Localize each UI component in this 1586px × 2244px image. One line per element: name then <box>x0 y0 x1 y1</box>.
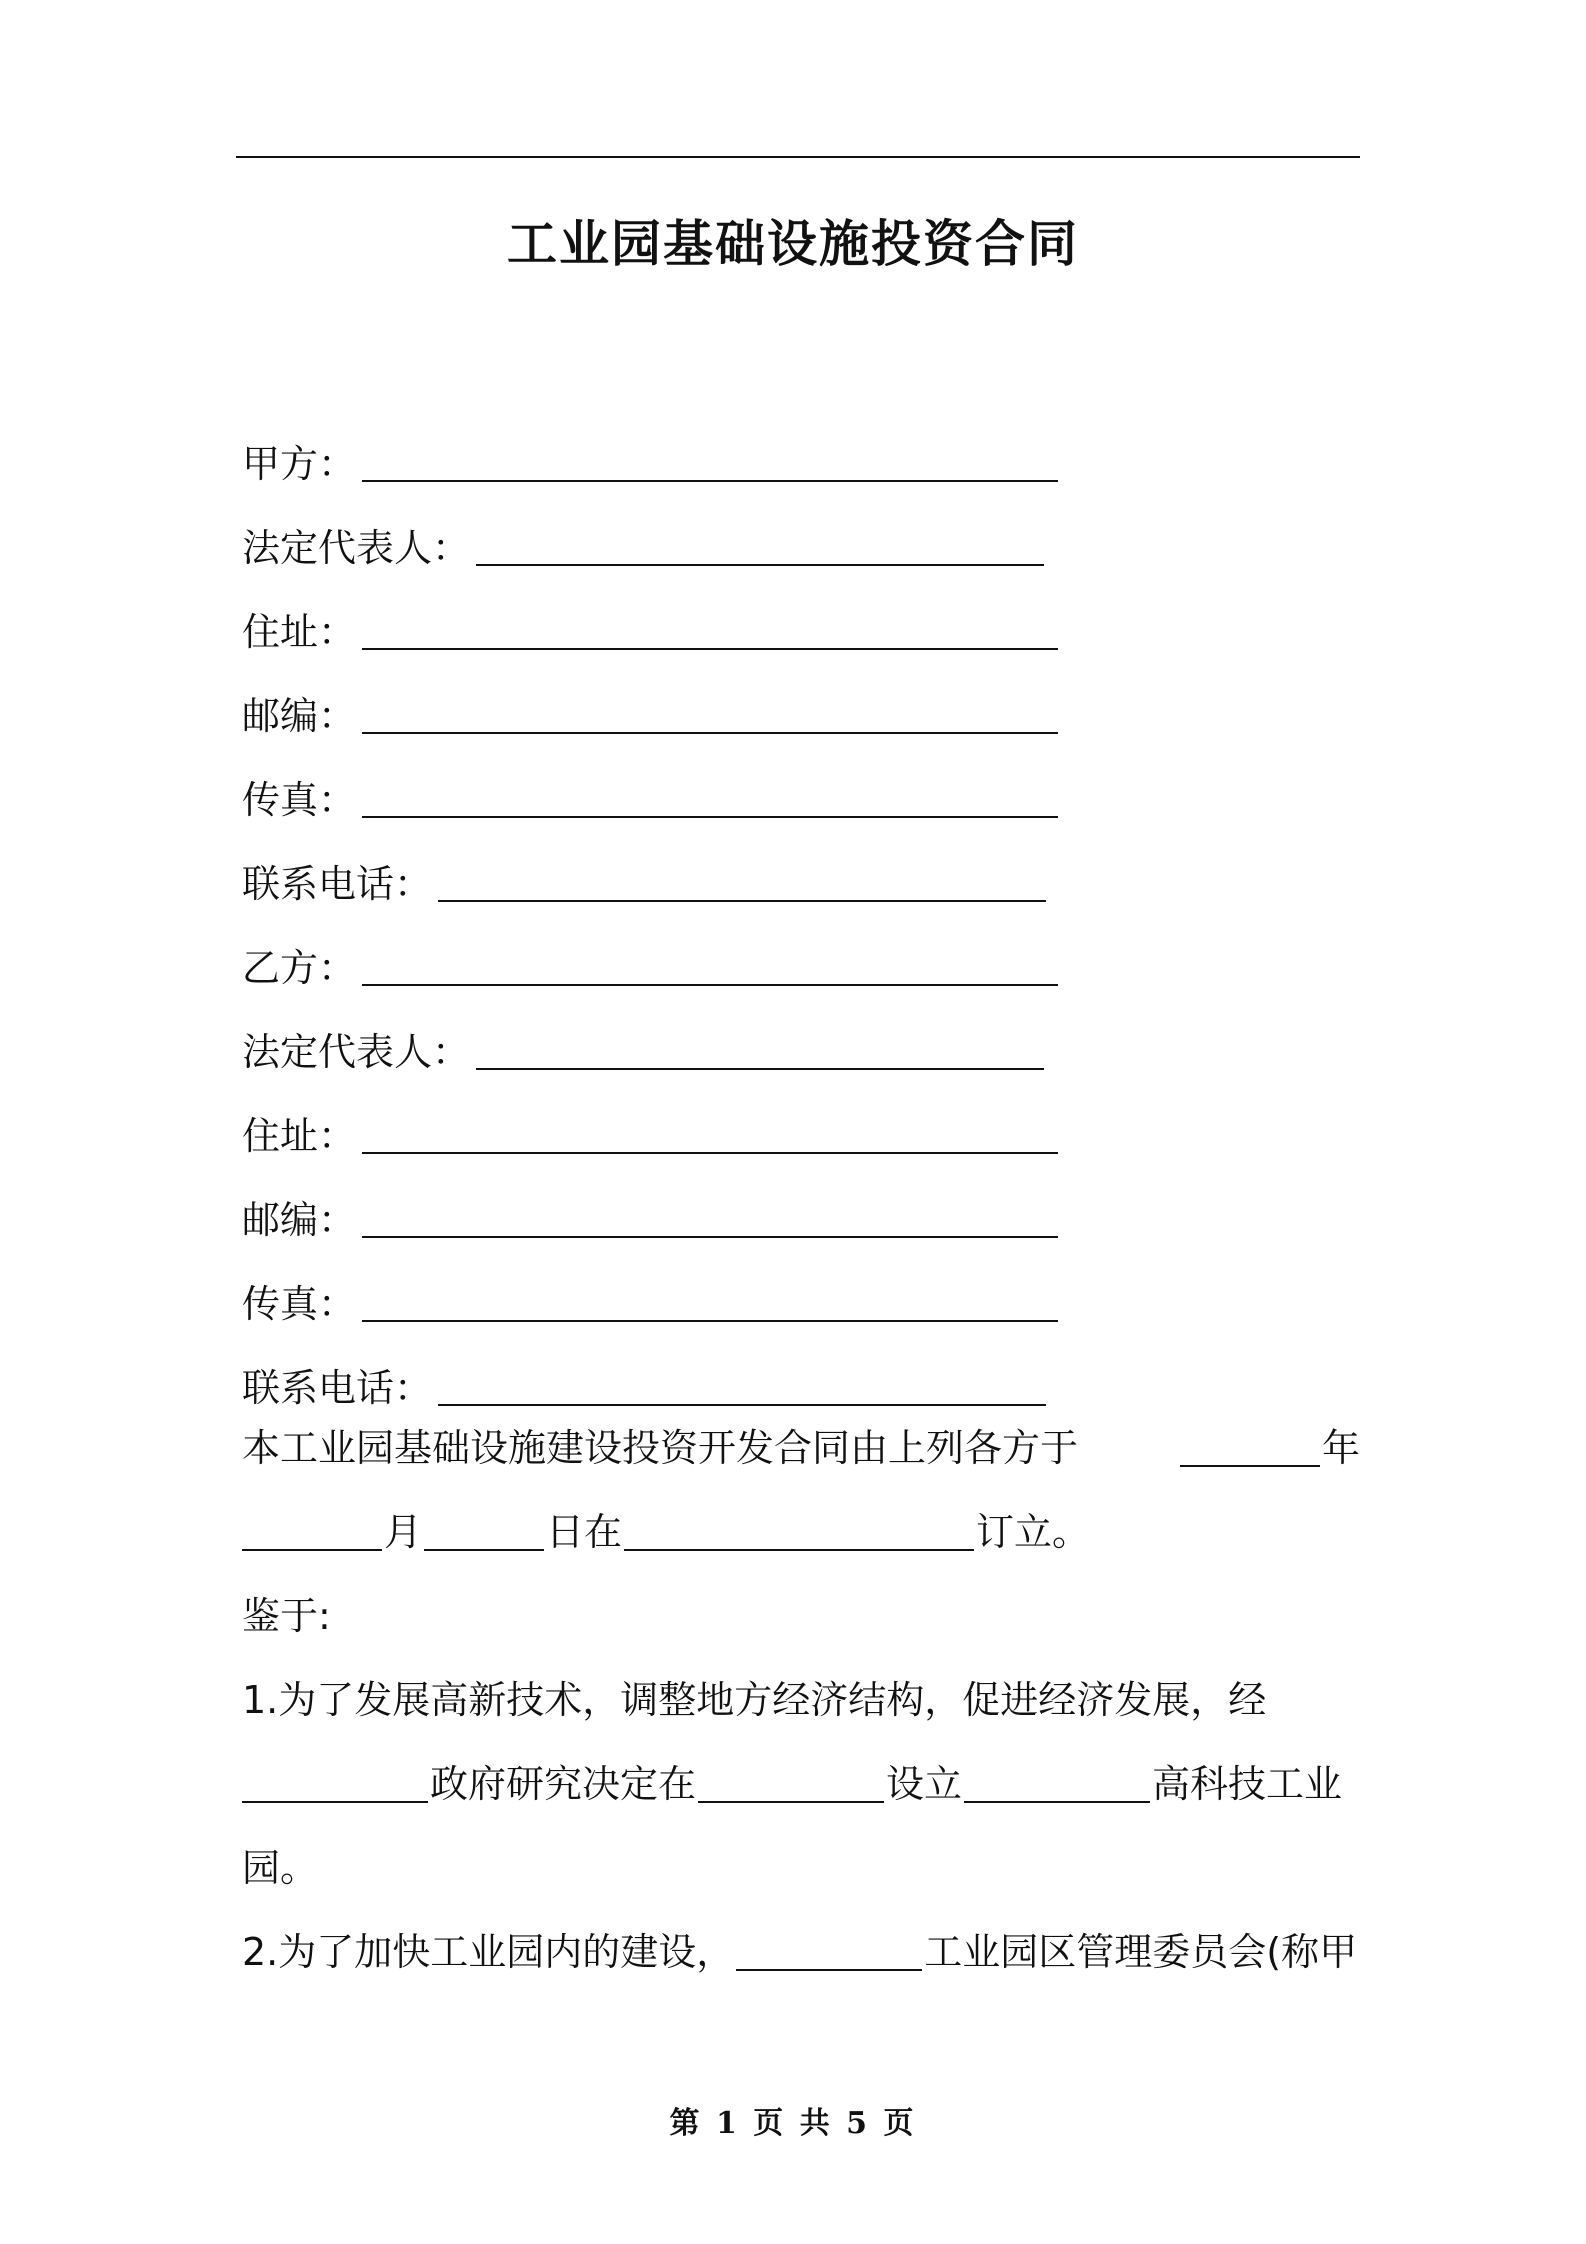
party-a-fax-blank <box>362 778 1058 818</box>
park-name-blank <box>964 1765 1150 1803</box>
header-rule <box>236 156 1360 158</box>
year-blank <box>1180 1429 1320 1467</box>
party-a-postcode-label: 邮编： <box>242 694 357 738</box>
party-b-postcode-field <box>242 1166 1362 1250</box>
intro-line-1 <box>242 1406 1360 1490</box>
party-b-name-label: 乙方： <box>242 946 357 990</box>
page-prefix: 第 <box>669 2106 703 2141</box>
whereas-item-2-line-1 <box>242 1910 1360 1994</box>
party-a-address-field <box>242 578 1362 662</box>
intro-line-2 <box>242 1490 1360 1574</box>
party-b-rep-blank <box>476 1030 1044 1070</box>
page-current: 1 <box>715 2106 740 2141</box>
signed-label: 订立。 <box>976 1510 1091 1554</box>
party-b-rep-field <box>242 998 1362 1082</box>
page-mid: 页 共 <box>753 2106 833 2141</box>
government-blank <box>242 1765 428 1803</box>
party-a-phone-blank <box>438 862 1046 902</box>
location-blank <box>698 1765 884 1803</box>
month-label: 月 <box>384 1510 423 1554</box>
party-a-rep-field <box>242 494 1362 578</box>
party-b-fax-blank <box>362 1282 1058 1322</box>
party-b-address-blank <box>362 1114 1058 1154</box>
month-blank <box>242 1513 382 1551</box>
party-b-postcode-label: 邮编： <box>242 1198 357 1242</box>
party-b-address-label: 住址： <box>242 1114 357 1158</box>
day-blank <box>424 1513 544 1551</box>
whereas-item-1-line-2 <box>242 1742 1360 1826</box>
party-a-phone-field <box>242 830 1362 914</box>
party-a-rep-label: 法定代表人： <box>242 526 471 570</box>
year-label: 年 <box>1321 1426 1360 1470</box>
party-b-rep-label: 法定代表人： <box>242 1030 471 1074</box>
party-a-name-blank <box>362 442 1058 482</box>
day-at-label: 日在 <box>546 1510 623 1554</box>
gov-text: 政府研究决定在 <box>430 1762 697 1806</box>
party-a-name-field <box>242 410 1362 494</box>
party-a-rep-blank <box>476 526 1044 566</box>
committee-blank <box>736 1933 922 1971</box>
party-b-name-field <box>242 914 1362 998</box>
whereas-item-1-start: 1.为了发展高新技术，调整地方经济结构，促进经济发展，经 <box>242 1678 1267 1722</box>
document-title: 工业园基础设施投资合同 <box>507 215 1079 273</box>
party-a-fax-label: 传真： <box>242 778 357 822</box>
party-b-name-blank <box>362 946 1058 986</box>
party-a-fax-field <box>242 746 1362 830</box>
party-b-fax-label: 传真： <box>242 1282 357 1326</box>
contract-body <box>242 1406 1360 1994</box>
page-suffix: 页 <box>883 2106 917 2141</box>
party-b-fax-field <box>242 1250 1362 1334</box>
whereas-item-2-end: 工业园区管理委员会(称甲 <box>924 1930 1358 1974</box>
party-b-phone-blank <box>438 1366 1046 1406</box>
party-a-postcode-field <box>242 662 1362 746</box>
party-b-address-field <box>242 1082 1362 1166</box>
party-b-postcode-blank <box>362 1198 1058 1238</box>
place-blank <box>624 1513 974 1551</box>
page-total: 5 <box>846 2106 871 2141</box>
whereas-item-1-end: 园。 <box>242 1846 319 1890</box>
whereas-item-2-start: 2.为了加快工业园内的建设， <box>242 1930 735 1974</box>
setup-text: 设立 <box>886 1762 963 1806</box>
whereas-item-1-line-1 <box>242 1658 1360 1742</box>
page-number-footer <box>0 2098 1586 2142</box>
party-a-address-blank <box>362 610 1058 650</box>
park-text: 高科技工业 <box>1152 1762 1343 1806</box>
party-fields <box>242 410 1362 1418</box>
whereas-label: 鉴于: <box>242 1594 331 1638</box>
whereas-line <box>242 1574 1360 1658</box>
intro-text: 本工业园基础设施建设投资开发合同由上列各方于 <box>242 1426 1079 1470</box>
whereas-item-1-line-3 <box>242 1826 1360 1910</box>
party-a-name-label: 甲方： <box>242 442 357 486</box>
party-b-phone-label: 联系电话： <box>242 1366 433 1410</box>
party-a-phone-label: 联系电话： <box>242 862 433 906</box>
party-a-address-label: 住址： <box>242 610 357 654</box>
party-a-postcode-blank <box>362 694 1058 734</box>
